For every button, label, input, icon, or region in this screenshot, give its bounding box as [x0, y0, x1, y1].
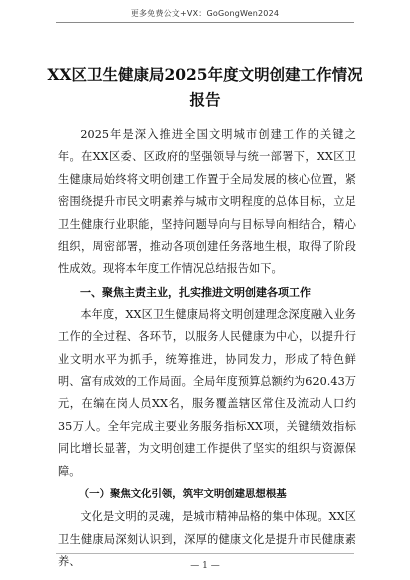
section-heading: 一、聚焦主责主业，扎实推进文明创建各项工作 [80, 285, 311, 299]
footer-divider [56, 553, 354, 554]
document-body [58, 124, 356, 573]
header-note: 更多免费公文+VX：GoGongWen2024 [130, 9, 280, 18]
header-divider [56, 22, 354, 23]
subsection-paragraph: 文化是文明的灵魂，是城市精神品格的集中体现。XX区卫生健康局深刻认识到，深厚的健康文化是提升市民健康素养、 [58, 510, 356, 568]
section-paragraph: 本年度，XX区卫生健康局将文明创建理念深度融入业务工作的全过程、各环节，以服务人民健康为中心，以提升行业文明水平为抓手，统筹推进，协同发力，形成了特色鲜明、富有成效的工作局面。全局年度预算总额约为620.43万元，在编在岗人员XX名，服务覆盖辖区常住及流动人口约35万人。全年完成主要业务服务指标XX项，关键绩效指标同比增长显著，为文明创建工作提供了坚实的组织与资源保障。 [58, 307, 356, 478]
subsection-heading: （一）聚焦文化引领，筑牢文明创建思想根基 [78, 488, 287, 501]
intro-paragraph: 2025年是深入推进全国文明城市创建工作的关键之年。在XX区委、区政府的坚强领导与统一部署下，XX区卫生健康局始终将文明创建工作置于全局发展的核心位置，紧密围绕提升市民文明素养与城市文明程度的总体目标，立足卫生健康行业职能，坚持问题导向与目标导向相结合，精心组织，周密部署，推动各项创建任务落地生根，取得了阶段性成效。现将本年度工作情况总结报告如下。 [58, 128, 356, 276]
document-title: XX区卫生健康局2025年度文明创建工作情况报告 [47, 65, 363, 109]
page-number: — 1 — [190, 561, 220, 571]
